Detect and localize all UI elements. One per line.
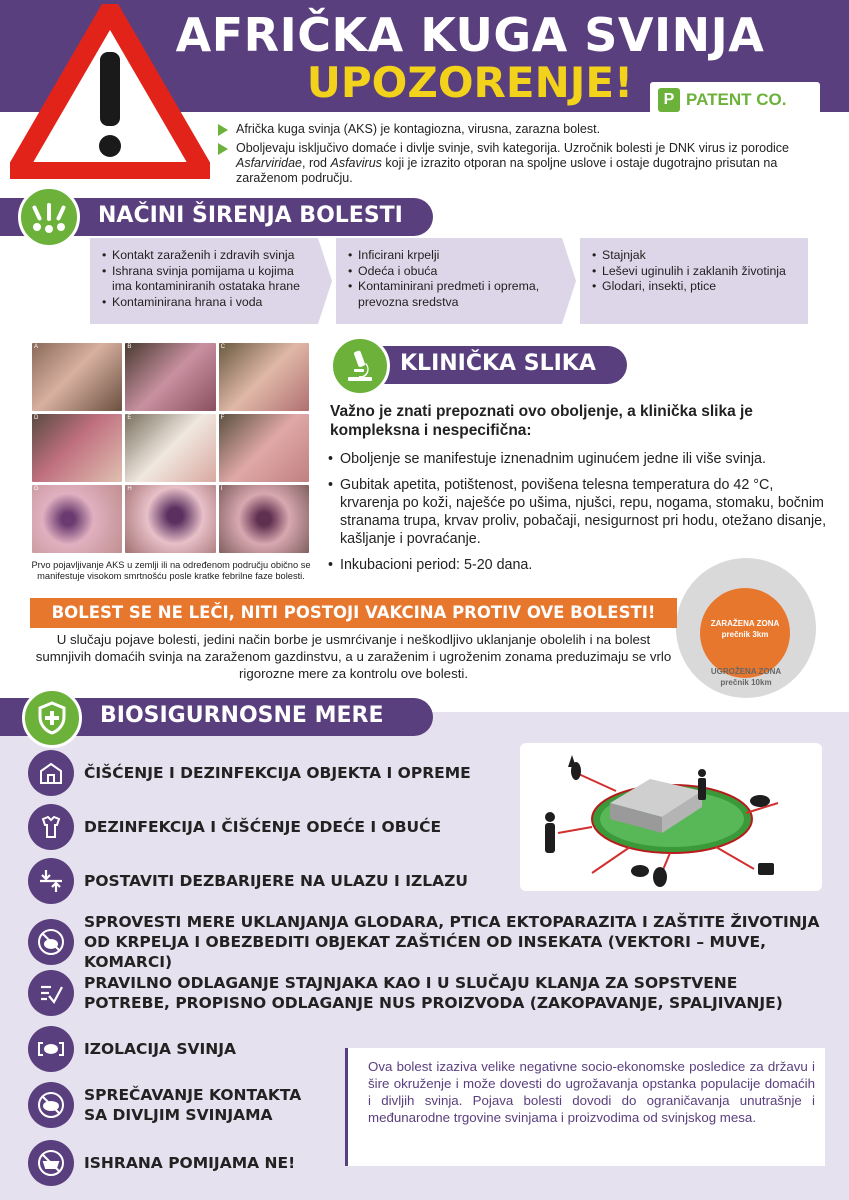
measure-text: POSTAVITI DEZBARIJERE NA ULAZU I IZLAZU xyxy=(84,872,468,890)
socio-economic-note: Ova bolest izaziva velike negativne socio-ekonomske posledice za državu i šire okruženje i može dovesti do ugrožavanja opstanka populacije domaćih i divljih svinja. Pojava bolesti dovodi do ograničavanja unutrašnje i međunarodne trgovine svinjama i proizvodima od svinjskog mesa. xyxy=(345,1048,825,1166)
virus-spread-icon xyxy=(18,186,80,248)
photo-pig-belly: C xyxy=(219,343,309,411)
list-item: • Oboljenje se manifestuje iznenadnim uginućem jedne ili više svinja. xyxy=(328,450,828,468)
list-item: • Kontakt zaraženih i zdravih svinja xyxy=(102,248,308,264)
photo-pig-ear: E xyxy=(125,414,215,482)
spread-title: NAČINI ŠIRENJA BOLESTI xyxy=(98,203,403,228)
threatened-zone-name: UGROŽENA ZONA xyxy=(710,667,782,676)
measure-text: DEZINFEKCIJA I ČIŠĆENJE ODEĆE I OBUĆE xyxy=(84,818,442,836)
clinical-intro: Važno je znati prepoznati ovo oboljenje, a klinička slika je kompleksna i nespecifična: xyxy=(330,403,753,439)
measure-item xyxy=(28,804,441,850)
photo-pigs-dead: A xyxy=(32,343,122,411)
pig-isolation-icon xyxy=(28,1026,74,1072)
patent-co-logo xyxy=(650,82,820,118)
list-item: • Glodari, insekti, ptice xyxy=(592,279,798,295)
measure-text: PRAVILNO ODLAGANJE STAJNJAKA KAO I U SLUČAJU KLANJA ZA SOPSTVENE POTREBE, PROPISNO ODLAGANJE NUS PROIZVODA (ZAKOPAVANJE, SPALJIVANJE) xyxy=(84,974,783,1012)
photo-pig-skin: B xyxy=(125,343,215,411)
control-measures-text: U slučaju pojave bolesti, jedini način borbe je usmrćivanje i neškodljivo uklanjanje obolelih i na bolest sumnjivih domaćih svinja na zaraženom gazdinstvu, a u zaraženim i ugroženim zonama preduzimaju se vrlo rigorozne mere za kontrolu ove bolesti. xyxy=(35,632,672,681)
logo-mark-icon: P xyxy=(658,88,680,112)
biosecurity-title: BIOSIGURNOSNE MERE xyxy=(100,703,384,728)
microscope-icon xyxy=(330,336,390,396)
triangle-bullet-icon xyxy=(218,143,228,155)
photo-skin-lesions: H xyxy=(125,485,215,553)
measure-item xyxy=(28,1026,236,1072)
measure-item xyxy=(28,970,783,1016)
infected-zone-label: ZARAŽENA ZONA xyxy=(710,619,780,628)
infected-zone-circle xyxy=(700,588,790,678)
measure-text: IZOLACIJA SVINJA xyxy=(84,1040,237,1058)
arrow-shape xyxy=(318,238,332,324)
list-item: • Leševi uginulih i zaklanih životinja xyxy=(592,264,798,280)
list-item: • Gubitak apetita, potištenost, povišena telesna temperatura do 42 °C, krvarenja po koži, naješće po ušima, njušci, repu, nogama, stomaku, bočnim stranama trupa, krvav proliv, pobačaji, nesigurnost pri hodu, otežano disanje, kašljanje i povraćanje. xyxy=(328,476,828,548)
no-swill-icon xyxy=(28,1140,74,1186)
measure-item xyxy=(28,912,849,972)
page-title: AFRIČKA KUGA SVINJA xyxy=(175,8,765,62)
warning-triangle-icon xyxy=(10,4,210,179)
logo-text: PATENT CO. xyxy=(686,90,787,109)
threatened-zone-diameter: prečnik 10km xyxy=(720,678,772,687)
photo-skin-spots: G xyxy=(32,485,122,553)
photo-caption: Prvo pojavljivanje AKS u zemlji ili na određenom području obično se manifestuje visokom smrtnošću posle kratke febrilne faze bolesti. xyxy=(31,560,311,581)
measure-item xyxy=(28,750,471,796)
intro-text xyxy=(218,122,828,190)
infected-zone-diameter: prečnik 3km xyxy=(721,630,769,639)
measure-text: ISHRANA POMIJAMA NE! xyxy=(84,1154,296,1172)
spread-box-1 xyxy=(90,238,318,324)
list-item: • Stajnjak xyxy=(592,248,798,264)
shield-plus-icon xyxy=(22,688,82,748)
intro-text-2: Oboljevaju isključivo domaće i divlje svinje, svih kategorija. Uzročnik bolesti je DNK virus iz porodice Asfarviridae, rod Asfavirus koji je izrazito otporan na spoljne uslove i ostaje dugotrajno prisutan na zaraženom području. xyxy=(236,141,790,185)
spread-box-3 xyxy=(580,238,808,324)
photo-skin-hemorrhages: I xyxy=(219,485,309,553)
manure-check-icon xyxy=(28,970,74,1016)
photo-pig-hemorrhage: D xyxy=(32,414,122,482)
clothes-icon xyxy=(28,804,74,850)
intro-text-1: Afrička kuga svinja (AKS) je kontagiozna, virusna, zarazna bolest. xyxy=(236,122,601,136)
intro-item xyxy=(218,122,828,137)
clinical-title: KLINIČKA SLIKA xyxy=(400,351,596,376)
arrow-shape xyxy=(562,238,576,324)
measure-item xyxy=(28,1140,295,1186)
list-item: • Kontaminirani predmeti i oprema, prevozna sredstva xyxy=(348,279,552,310)
list-item: • Kontaminirana hrana i voda xyxy=(102,295,308,311)
measure-item xyxy=(28,1082,301,1128)
no-rodent-icon xyxy=(28,919,74,965)
building-clean-icon xyxy=(28,750,74,796)
barrier-arrows-icon xyxy=(28,858,74,904)
photo-pig-tag: F xyxy=(219,414,309,482)
page-subtitle: UPOZORENJE! xyxy=(306,58,634,107)
clinical-photo-grid xyxy=(32,343,309,553)
list-item: • Inkubacioni period: 5-20 dana. xyxy=(328,556,828,574)
measure-text: SPROVESTI MERE UKLANJANJA GLODARA, PTICA EKTOPARAZITA I ZAŠTITE ŽIVOTINJA OD KRPELJA I OBEZBEDITI OBJEKAT ZAŠTIĆEN OD INSEKATA (VEKTORI – MUVE, KOMARCI) xyxy=(84,913,820,971)
measure-text: SPREČAVANJE KONTAKTA SA DIVLJIM SVINJAMA xyxy=(84,1086,302,1124)
list-item: • Inficirani krpelji xyxy=(348,248,552,264)
threatened-zone-label xyxy=(690,666,802,688)
list-item: • Odeća i obuća xyxy=(348,264,552,280)
no-cure-banner: BOLEST SE NE LEČI, NITI POSTOJI VAKCINA PROTIV OVE BOLESTI! xyxy=(30,598,677,628)
farm-biosecurity-diagram xyxy=(520,743,822,891)
no-wild-boar-icon xyxy=(28,1082,74,1128)
triangle-bullet-icon xyxy=(218,124,228,136)
measure-text: ČIŠĆENJE I DEZINFEKCIJA OBJEKTA I OPREME xyxy=(84,764,471,782)
list-item: • Ishrana svinja pomijama u kojima ima kontaminiranih ostataka hrane xyxy=(102,264,308,295)
intro-item xyxy=(218,141,828,186)
measure-item xyxy=(28,858,468,904)
spread-box-2 xyxy=(336,238,562,324)
